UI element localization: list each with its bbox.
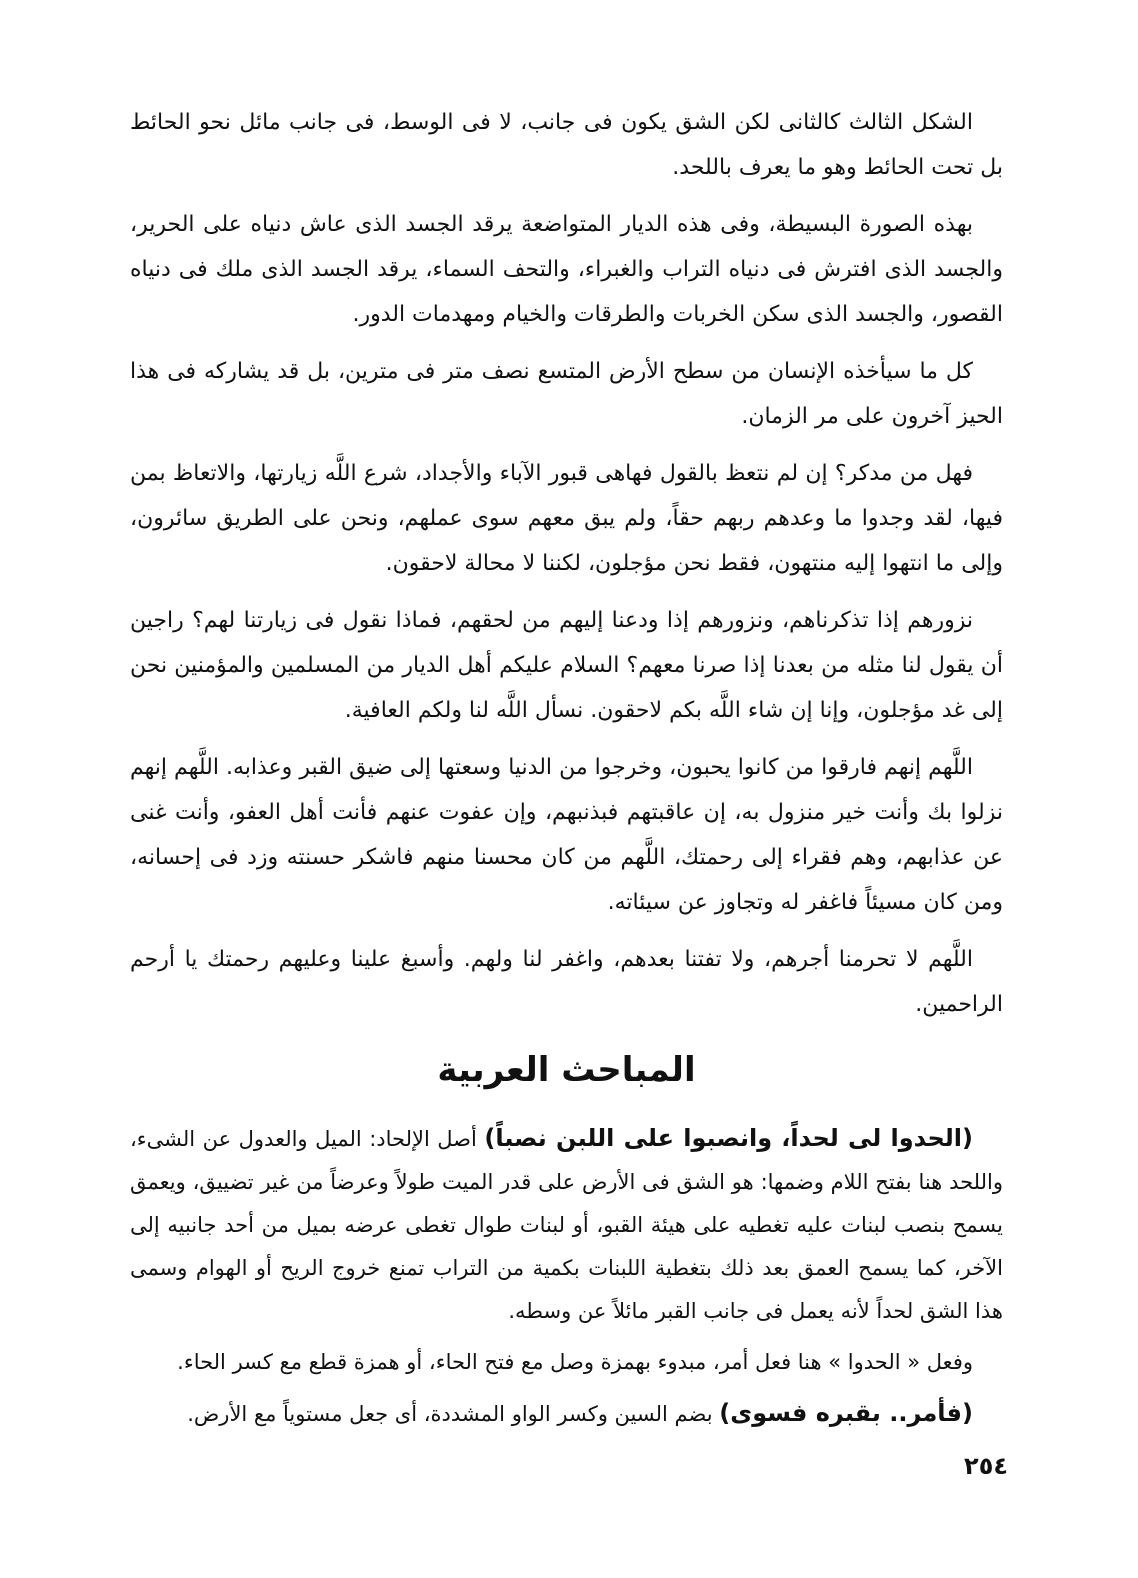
- note-1-key: (الحدوا لى لحداً، وانصبوا على اللبن نصباً): [484, 1124, 973, 1152]
- paragraph-2: بهذه الصورة البسيطة، وفى هذه الديار المتواضعة يرقد الجسد الذى عاش دنياه على الحرير، والجسد الذى افترش فى دنياه التراب والغبراء، والتحف السماء، يرقد الجسد الذى ملك فى دنياه القصور، والجسد الذى سكن الخربات والطرقات والخيام ومهدمات الدور.: [130, 212, 1003, 327]
- paragraph-5: نزورهم إذا تذكرناهم، ونزورهم إذا ودعنا إليهم من لحقهم، فماذا نقول فى زيارتنا لهم؟ راجين أن يقول لنا مثله من بعدنا إذا صرنا معهم؟ السلام عليكم أهل الديار من المسلمين والمؤمنين نحن إلى غد مؤجلون، وإنا إن شاء اللَّه بكم لاحقون. نسأل اللَّه لنا ولكم العافية.: [130, 608, 1003, 723]
- note-1-text: أصل الإلحاد: الميل والعدول عن الشىء، واللحد هنا بفتح اللام وضمها: هو الشق فى الأرض على قدر الميت طولاً وعرضاً من غير تضييق، ويعمق يسمح بنصب لبنات عليه تغطيه على هيئة القبو، أو لبنات طوال تغطى عرضه بميل من أحد جانبيه إلى الآخر، كما يسمح العمق بعد ذلك بتغطية اللبنات بكمية من التراب تمنع خروج الريح أو الهوام وسمى هذا الشق لحداً لأنه يعمل فى جانب القبر مائلاً عن وسطه.: [130, 1127, 1003, 1323]
- paragraph-6: اللَّهم إنهم فارقوا من كانوا يحبون، وخرجوا من الدنيا وسعتها إلى ضيق القبر وعذابه. اللَّهم إنهم نزلوا بك وأنت خير منزول به، إن عاقبتهم فبذنبهم، وإن عفوت عنهم فأنت أهل العفو، وأنت غنى عن عذابهم، وهم فقراء إلى رحمتك، اللَّهم من كان محسنا منهم فاشكر حسنته وزد فى إحسانه، ومن كان مسيئاً فاغفر له وتجاوز عن سيئاته.: [130, 755, 1003, 915]
- note-1: [130, 1117, 1003, 1333]
- note-3-key: (فأمر.. بقبره فسوى): [719, 1399, 973, 1427]
- paragraph-3: كل ما سيأخذه الإنسان من سطح الأرض المتسع نصف متر فى مترين، بل قد يشاركه فى هذا الحيز آخرون على مر الزمان.: [130, 359, 1003, 429]
- note-3-text: بضم السين وكسر الواو المشددة، أى جعل مستوياً مع الأرض.: [187, 1402, 720, 1426]
- section-heading: المباحث العربية: [437, 1050, 696, 1090]
- note-2: [130, 1341, 1003, 1384]
- note-3: [130, 1392, 1003, 1436]
- page-body: [130, 100, 1003, 1444]
- paragraph-7: اللَّهم لا تحرمنا أجرهم، ولا تفتنا بعدهم، واغفر لنا ولهم. وأسبغ علينا وعليهم رحمتك يا أرحم الراحمين.: [130, 947, 1003, 1017]
- note-2-text: وفعل « الحدوا » هنا فعل أمر، مبدوء بهمزة وصل مع فتح الحاء، أو همزة قطع مع كسر الحاء.: [177, 1350, 973, 1374]
- paragraph-4: فهل من مدكر؟ إن لم نتعظ بالقول فهاهى قبور الآباء والأجداد، شرع اللَّه زيارتها، والاتعاظ بمن فيها، لقد وجدوا ما وعدهم ربهم حقاً، ولم يبق معهم سوى عملهم، ونحن على الطريق سائرون، وإلى ما انتهوا إليه منتهون، فقط نحن مؤجلون، لكننا لا محالة لاحقون.: [130, 461, 1003, 576]
- page-number: ٢٥٤: [964, 1452, 1008, 1480]
- paragraph-1: الشكل الثالث كالثانى لكن الشق يكون فى جانب، لا فى الوسط، فى جانب مائل نحو الحائط بل تحت الحائط وهو ما يعرف باللحد.: [130, 110, 1003, 180]
